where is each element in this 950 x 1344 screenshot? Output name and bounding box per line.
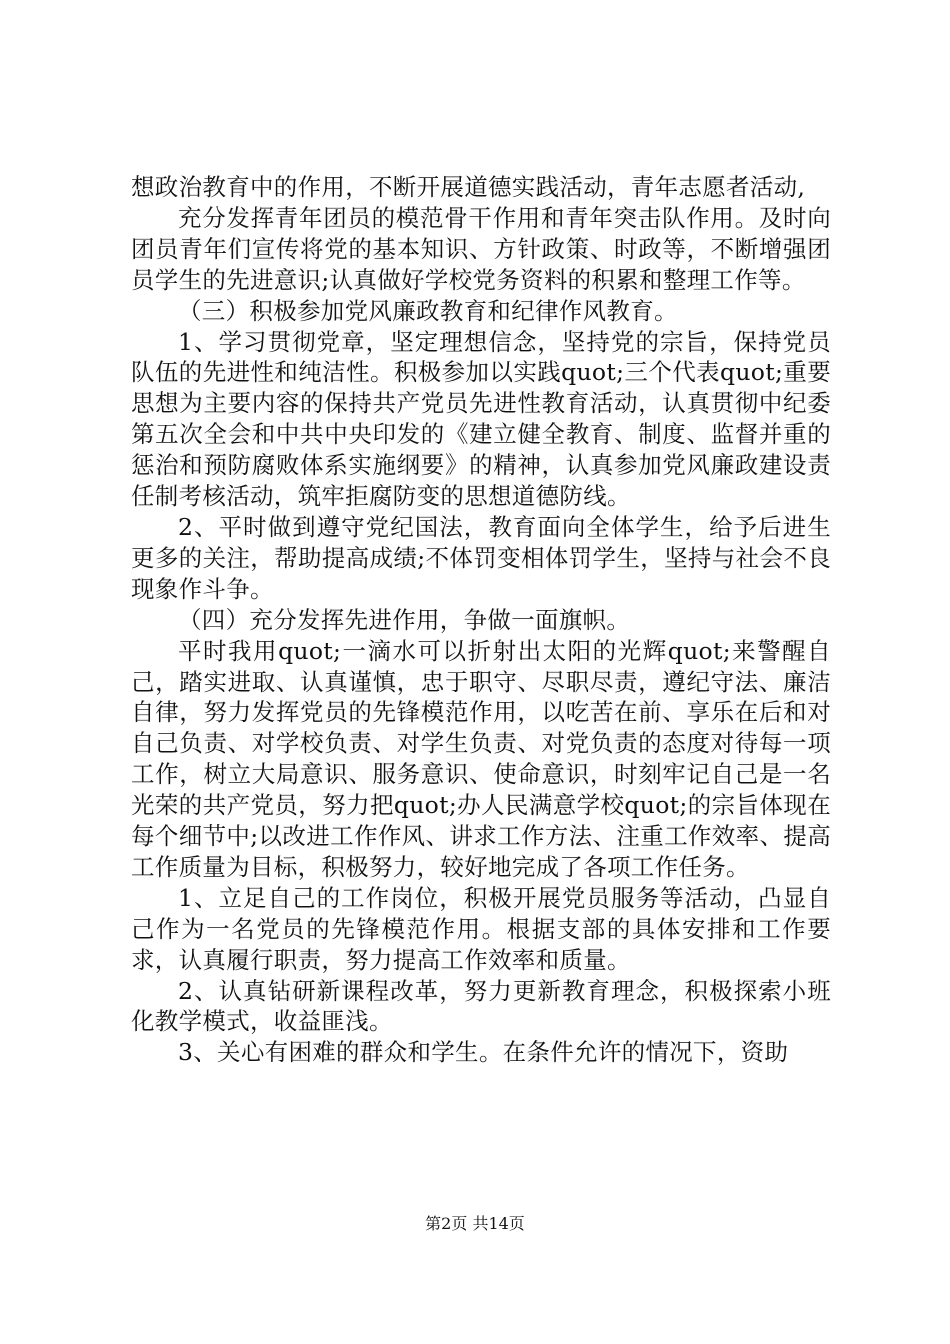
paragraph-item-1-party-constitution: 1、学习贯彻党章，坚定理想信念，坚持党的宗旨，保持党员队伍的先进性和纯洁性。积极参加以实践quot;三个代表quot;重要思想为主要内容的保持共产党员先进性教育活动，认真贯彻中纪委第五次全会和中共中央印发的《建立健全教育、制度、监督并重的惩治和预防腐败体系实施纲要》的精神，认真参加党风廉政建设责任制考核活动，筑牢拒腐防变的思想道德防线。 [131, 327, 831, 511]
paragraph-item-1-post: 1、立足自己的工作岗位，积极开展党员服务等活动，凸显自己作为一名党员的先锋模范作用。根据支部的具体安排和工作要求，认真履行职责，努力提高工作效率和质量。 [131, 883, 831, 974]
section-heading-4: （四）充分发挥先进作用，争做一面旗帜。 [178, 605, 631, 634]
paragraph-exemplary-role: 平时我用quot;一滴水可以折射出太阳的光辉quot;来警醒自己，踏实进取、认真谨慎，忠于职守、尽职尽责，遵纪守法、廉洁自律，努力发挥党员的先锋模范作用，以吃苦在前、享乐在后和对自己负责、对学校负责、对学生负责、对党负责的态度对待每一项工作，树立大局意识、服务意识、使命意识，时刻牢记自己是一名光荣的共产党员，努力把quot;办人民满意学校quot;的宗旨体现在每个细节中;以改进工作作风、讲求工作方法、注重工作效率、提高工作质量为目标，积极努力，较好地完成了各项工作任务。 [131, 636, 831, 881]
paragraph-item-3-care: 3、关心有困难的群众和学生。在条件允许的情况下，资助 [178, 1038, 789, 1067]
document-body [131, 172, 831, 1068]
page-number-footer: 第2页 共14页 [425, 1214, 525, 1233]
paragraph-continuation: 想政治教育中的作用，不断开展道德实践活动，青年志愿者活动, [131, 173, 806, 201]
paragraph-item-2-discipline: 2、平时做到遵守党纪国法，教育面向全体学生，给予后进生更多的关注，帮助提高成绩;不体罚变相体罚学生，坚持与社会不良现象作斗争。 [131, 512, 831, 603]
section-heading-3: （三）积极参加党风廉政教育和纪律作风教育。 [178, 296, 678, 325]
paragraph-item-2-curriculum: 2、认真钻研新课程改革，努力更新教育理念，积极探索小班化教学模式，收益匪浅。 [131, 976, 831, 1036]
paragraph-youth-league: 充分发挥青年团员的模范骨干作用和青年突击队作用。及时向团员青年们宣传将党的基本知识、方针政策、时政等，不断增强团员学生的先进意识;认真做好学校党务资料的积累和整理工作等。 [131, 203, 831, 294]
